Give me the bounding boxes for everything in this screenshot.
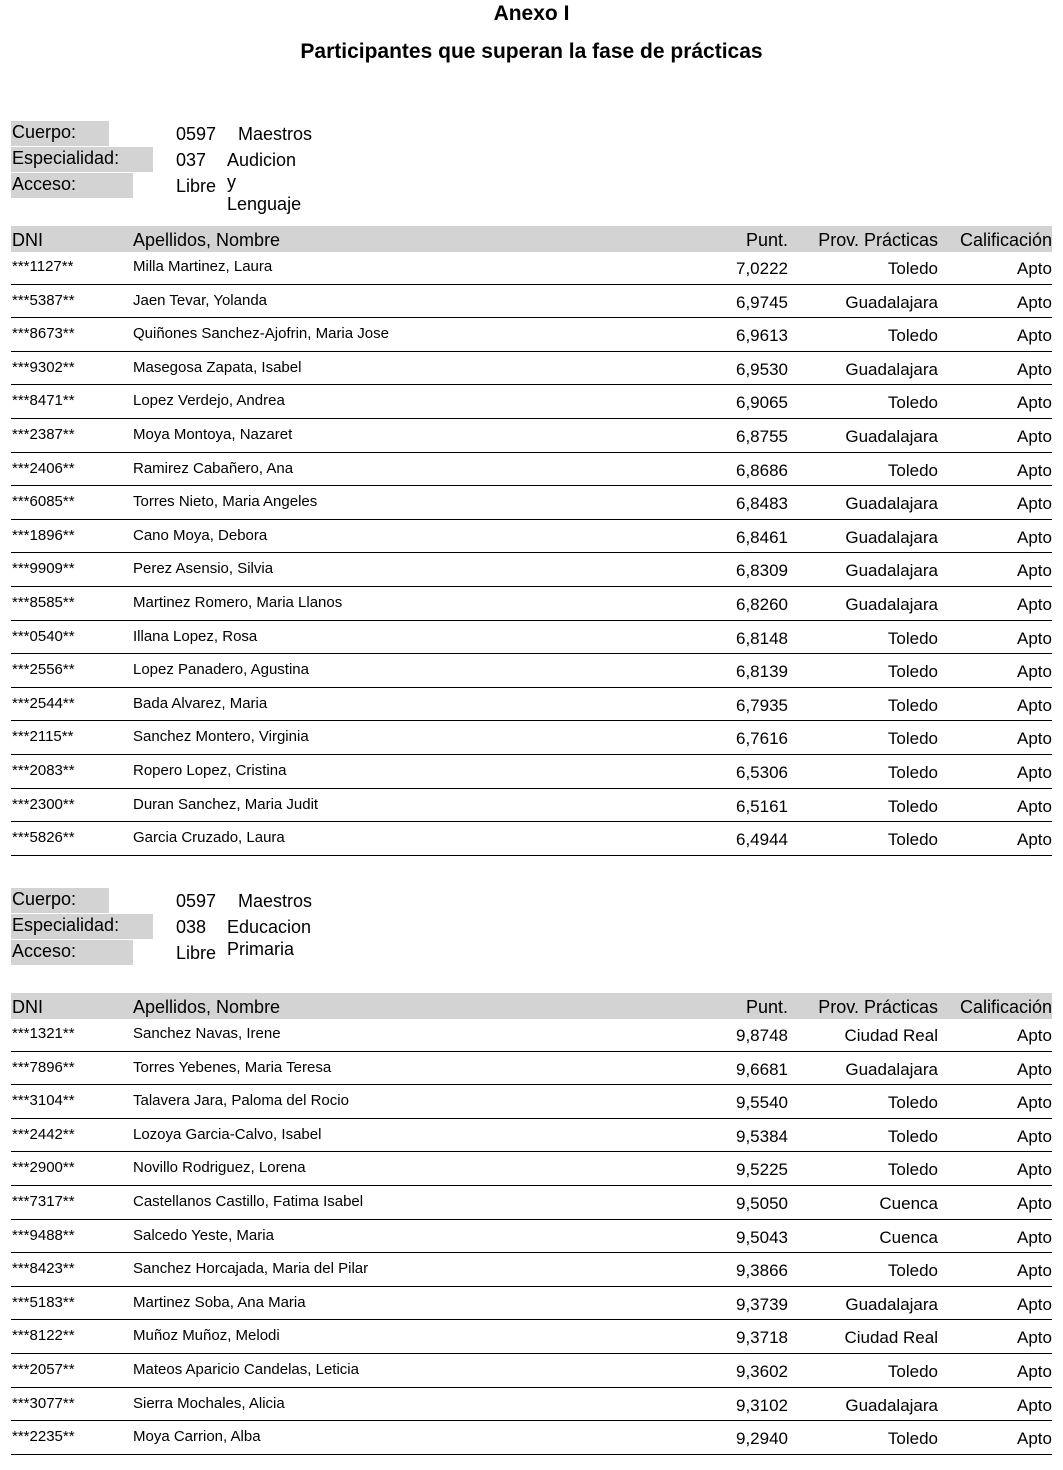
cell-calificacion: Apto	[1017, 830, 1052, 850]
cell-nombre: Milla Martinez, Laura	[133, 258, 273, 275]
cell-calificacion: Apto	[1017, 796, 1052, 816]
cell-punt: 6,8260	[736, 594, 788, 614]
acceso-value: Libre	[176, 176, 217, 196]
especialidad-code: 037	[176, 150, 207, 170]
cell-punt: 7,0222	[736, 259, 788, 278]
table-row	[11, 486, 1052, 520]
cell-dni: ***3104**	[12, 1092, 75, 1110]
acceso-label: Acceso:	[11, 173, 133, 198]
cell-dni: ***2300**	[12, 795, 75, 813]
table-row	[11, 1152, 1052, 1186]
cell-prov: Guadalajara	[845, 527, 938, 547]
table-row	[11, 453, 1052, 487]
cell-calificacion: Apto	[1017, 527, 1052, 547]
cell-calificacion: Apto	[1017, 494, 1052, 514]
cell-nombre: Ramirez Cabañero, Ana	[133, 459, 294, 477]
cell-nombre: Perez Asensio, Silvia	[133, 560, 274, 578]
cell-prov: Toledo	[887, 1361, 938, 1381]
especialidad-name: Educacion Primaria	[227, 917, 312, 959]
cell-dni: ***2442**	[12, 1125, 75, 1143]
cell-calificacion: Apto	[1017, 1126, 1052, 1146]
col-punt: Punt.	[745, 230, 788, 250]
table-row	[11, 621, 1052, 655]
cell-punt: 6,4944	[736, 830, 788, 850]
cell-nombre: Sanchez Horcajada, Maria del Pilar	[133, 1260, 369, 1278]
cell-dni: ***1127**	[12, 258, 74, 275]
cuerpo-name: Maestros	[238, 124, 313, 144]
table-body	[11, 1018, 1052, 1455]
cell-calificacion: Apto	[1017, 762, 1052, 782]
cell-punt: 6,9745	[736, 292, 788, 312]
cell-punt: 6,5161	[736, 796, 788, 816]
cell-dni: ***7896**	[12, 1058, 75, 1076]
cell-punt: 6,8755	[736, 426, 788, 446]
cell-calificacion: Apto	[1017, 1429, 1052, 1449]
cell-dni: ***9302**	[12, 358, 75, 376]
col-calificacion: Calificación	[959, 230, 1052, 250]
cell-nombre: Mateos Aparicio Candelas, Leticia	[133, 1360, 359, 1378]
cell-punt: 9,8748	[736, 1026, 788, 1045]
cell-nombre: Jaen Tevar, Yolanda	[133, 291, 268, 309]
cell-prov: Toledo	[887, 259, 938, 278]
table-row	[11, 1320, 1052, 1354]
document-subtitle: Participantes que superan la fase de prácticas	[300, 40, 763, 63]
cell-prov: Toledo	[887, 1126, 938, 1146]
cell-nombre: Garcia Cruzado, Laura	[133, 829, 285, 847]
cell-dni: ***9909**	[12, 560, 75, 578]
especialidad-code: 038	[176, 917, 207, 937]
cell-prov: Guadalajara	[845, 494, 938, 514]
cell-dni: ***8423**	[12, 1260, 75, 1278]
cell-prov: Guadalajara	[845, 292, 938, 312]
cell-nombre: Sanchez Montero, Virginia	[133, 728, 309, 746]
cell-dni: ***1896**	[12, 526, 75, 544]
cell-dni: ***3077**	[12, 1394, 75, 1412]
cuerpo-code: 0597	[176, 124, 217, 144]
col-dni: DNI	[12, 230, 43, 250]
cell-dni: ***5183**	[12, 1293, 75, 1311]
cell-prov: Guadalajara	[845, 561, 938, 581]
table-row	[11, 520, 1052, 554]
cell-punt: 6,8148	[736, 628, 788, 648]
table-header	[11, 993, 1052, 1019]
cell-calificacion: Apto	[1017, 426, 1052, 446]
cell-punt: 9,5043	[736, 1227, 788, 1247]
table-row	[11, 285, 1052, 319]
table-row	[11, 419, 1052, 453]
cell-calificacion: Apto	[1017, 1294, 1052, 1314]
table-row	[11, 1018, 1052, 1052]
table-row	[11, 688, 1052, 722]
table-row	[11, 755, 1052, 789]
cell-calificacion: Apto	[1017, 359, 1052, 379]
cell-nombre: Sanchez Navas, Irene	[133, 1025, 281, 1042]
cell-prov: Toledo	[887, 729, 938, 749]
cell-prov: Toledo	[887, 628, 938, 648]
cell-nombre: Duran Sanchez, Maria Judit	[133, 795, 319, 813]
cell-prov: Guadalajara	[845, 426, 938, 446]
table-row	[11, 1220, 1052, 1254]
cell-calificacion: Apto	[1017, 1160, 1052, 1180]
cell-nombre: Lozoya Garcia-Calvo, Isabel	[133, 1125, 322, 1143]
acceso-label: Acceso:	[11, 940, 133, 965]
cell-prov: Cuenca	[879, 1227, 938, 1247]
col-prov: Prov. Prácticas	[818, 997, 938, 1017]
cell-nombre: Ropero Lopez, Cristina	[133, 761, 287, 779]
cell-nombre: Torres Nieto, Maria Angeles	[133, 493, 318, 511]
cell-dni: ***5387**	[12, 291, 75, 309]
cell-punt: 6,5306	[736, 762, 788, 782]
table-row	[11, 385, 1052, 419]
cell-prov: Cuenca	[879, 1193, 938, 1213]
cell-punt: 6,8483	[736, 494, 788, 514]
especialidad-label: Especialidad:	[11, 914, 153, 939]
table-row	[11, 1253, 1052, 1287]
cell-punt: 6,9065	[736, 393, 788, 413]
cell-nombre: Martinez Soba, Ana Maria	[133, 1293, 306, 1311]
cell-prov: Toledo	[887, 796, 938, 816]
table-row	[11, 1354, 1052, 1388]
cell-nombre: Sierra Mochales, Alicia	[133, 1394, 285, 1412]
cell-nombre: Masegosa Zapata, Isabel	[133, 358, 302, 376]
table-row	[11, 553, 1052, 587]
cell-prov: Toledo	[887, 326, 938, 346]
cell-punt: 6,8139	[736, 662, 788, 682]
cell-nombre: Moya Carrion, Alba	[133, 1428, 261, 1446]
table-row	[11, 251, 1052, 285]
cell-punt: 6,9613	[736, 326, 788, 346]
cell-dni: ***2387**	[12, 425, 75, 443]
cell-calificacion: Apto	[1017, 729, 1052, 749]
cell-prov: Toledo	[887, 662, 938, 682]
cell-dni: ***8673**	[12, 325, 75, 343]
table-row	[11, 654, 1052, 688]
cell-punt: 6,8686	[736, 460, 788, 480]
table-row	[11, 1388, 1052, 1422]
cell-nombre: Quiñones Sanchez-Ajofrin, Maria Jose	[133, 325, 389, 343]
cell-prov: Guadalajara	[845, 1294, 938, 1314]
especialidad-label: Especialidad:	[11, 147, 153, 172]
table-row	[11, 1421, 1052, 1455]
cell-dni: ***6085**	[12, 493, 75, 511]
cell-dni: ***7317**	[12, 1192, 75, 1210]
table-row	[11, 1119, 1052, 1153]
cell-calificacion: Apto	[1017, 561, 1052, 581]
cell-nombre: Salcedo Yeste, Maria	[133, 1226, 274, 1244]
cell-punt: 9,5540	[736, 1093, 788, 1113]
cell-punt: 6,8309	[736, 561, 788, 581]
table-row	[11, 721, 1052, 755]
cell-dni: ***2115**	[12, 728, 74, 746]
cell-nombre: Novillo Rodriguez, Lorena	[133, 1159, 306, 1177]
cell-calificacion: Apto	[1017, 1193, 1052, 1213]
cell-dni: ***2235**	[12, 1428, 75, 1446]
cell-nombre: Lopez Verdejo, Andrea	[133, 392, 285, 410]
table-row	[11, 1052, 1052, 1086]
cell-prov: Guadalajara	[845, 594, 938, 614]
acceso-value: Libre	[176, 943, 217, 963]
cell-punt: 9,2940	[736, 1429, 788, 1449]
cell-calificacion: Apto	[1017, 1328, 1052, 1348]
cell-calificacion: Apto	[1017, 1261, 1052, 1281]
cell-punt: 9,5384	[736, 1126, 788, 1146]
table-row	[11, 587, 1052, 621]
table-row	[11, 318, 1052, 352]
cell-punt: 9,3102	[736, 1395, 788, 1415]
cell-prov: Toledo	[887, 830, 938, 850]
cuerpo-label: Cuerpo:	[11, 888, 109, 913]
col-nombre: Apellidos, Nombre	[133, 230, 281, 250]
cell-calificacion: Apto	[1017, 1395, 1052, 1415]
cell-dni: ***2083**	[12, 761, 75, 779]
cell-calificacion: Apto	[1017, 594, 1052, 614]
cell-dni: ***2556**	[12, 661, 75, 679]
cell-calificacion: Apto	[1017, 259, 1052, 278]
cell-dni: ***2900**	[12, 1159, 75, 1177]
cell-calificacion: Apto	[1017, 695, 1052, 715]
cell-nombre: Muñoz Muñoz, Melodi	[133, 1327, 280, 1345]
cell-prov: Toledo	[887, 460, 938, 480]
cuerpo-label: Cuerpo:	[11, 121, 109, 146]
cell-nombre: Martinez Romero, Maria Llanos	[133, 593, 343, 611]
table-row	[11, 1287, 1052, 1321]
document-title: Anexo I	[493, 2, 570, 25]
cell-punt: 9,5050	[736, 1193, 788, 1213]
cell-prov: Toledo	[887, 695, 938, 715]
cell-calificacion: Apto	[1017, 393, 1052, 413]
cell-calificacion: Apto	[1017, 1026, 1052, 1045]
table-body	[11, 251, 1052, 856]
cell-nombre: Talavera Jara, Paloma del Rocio	[133, 1092, 349, 1110]
cell-prov: Guadalajara	[845, 1395, 938, 1415]
cell-punt: 9,6681	[736, 1059, 788, 1079]
cell-calificacion: Apto	[1017, 1227, 1052, 1247]
table-row	[11, 1186, 1052, 1220]
especialidad-name: Audicion y Lenguaje	[227, 150, 302, 214]
cell-prov: Guadalajara	[845, 1059, 938, 1079]
cell-prov: Toledo	[887, 1093, 938, 1113]
cell-calificacion: Apto	[1017, 292, 1052, 312]
cell-punt: 9,3866	[736, 1261, 788, 1281]
cell-dni: ***8585**	[12, 593, 75, 611]
cell-calificacion: Apto	[1017, 628, 1052, 648]
table-row	[11, 352, 1052, 386]
cell-dni: ***2057**	[12, 1360, 75, 1378]
cuerpo-name: Maestros	[238, 891, 313, 911]
cell-prov: Toledo	[887, 762, 938, 782]
cell-prov: Toledo	[887, 1429, 938, 1449]
cell-punt: 6,7935	[736, 695, 788, 715]
cuerpo-code: 0597	[176, 891, 217, 911]
cell-calificacion: Apto	[1017, 326, 1052, 346]
cell-prov: Ciudad Real	[844, 1328, 938, 1348]
cell-punt: 9,3602	[736, 1361, 788, 1381]
cell-punt: 6,9530	[736, 359, 788, 379]
cell-prov: Guadalajara	[845, 359, 938, 379]
cell-punt: 6,8461	[736, 527, 788, 547]
cell-nombre: Illana Lopez, Rosa	[133, 627, 258, 645]
cell-dni: ***8122**	[12, 1327, 75, 1345]
table-row	[11, 789, 1052, 823]
cell-nombre: Castellanos Castillo, Fatima Isabel	[133, 1192, 364, 1210]
cell-calificacion: Apto	[1017, 1361, 1052, 1381]
cell-punt: 9,3718	[736, 1328, 788, 1348]
col-punt: Punt.	[745, 997, 788, 1017]
table-header	[11, 226, 1052, 252]
cell-prov: Toledo	[887, 1160, 938, 1180]
cell-nombre: Torres Yebenes, Maria Teresa	[133, 1058, 332, 1076]
cell-punt: 6,7616	[736, 729, 788, 749]
col-nombre: Apellidos, Nombre	[133, 997, 281, 1017]
cell-dni: ***2544**	[12, 694, 75, 712]
cell-calificacion: Apto	[1017, 1059, 1052, 1079]
cell-nombre: Moya Montoya, Nazaret	[133, 425, 293, 443]
col-prov: Prov. Prácticas	[818, 230, 938, 250]
cell-prov: Toledo	[887, 1261, 938, 1281]
col-calificacion: Calificación	[959, 997, 1052, 1017]
cell-dni: ***5826**	[12, 829, 75, 847]
cell-calificacion: Apto	[1017, 460, 1052, 480]
cell-calificacion: Apto	[1017, 1093, 1052, 1113]
cell-punt: 9,3739	[736, 1294, 788, 1314]
table-row	[11, 822, 1052, 856]
cell-dni: ***9488**	[12, 1226, 75, 1244]
cell-dni: ***1321**	[12, 1025, 75, 1042]
cell-punt: 9,5225	[736, 1160, 788, 1180]
col-dni: DNI	[12, 997, 43, 1017]
cell-dni: ***0540**	[12, 627, 75, 645]
cell-prov: Ciudad Real	[844, 1026, 938, 1045]
cell-dni: ***8471**	[12, 392, 75, 410]
cell-nombre: Bada Alvarez, Maria	[133, 694, 268, 712]
cell-prov: Toledo	[887, 393, 938, 413]
cell-dni: ***2406**	[12, 459, 75, 477]
cell-nombre: Lopez Panadero, Agustina	[133, 661, 309, 679]
cell-nombre: Cano Moya, Debora	[133, 526, 268, 544]
cell-calificacion: Apto	[1017, 662, 1052, 682]
table-row	[11, 1085, 1052, 1119]
